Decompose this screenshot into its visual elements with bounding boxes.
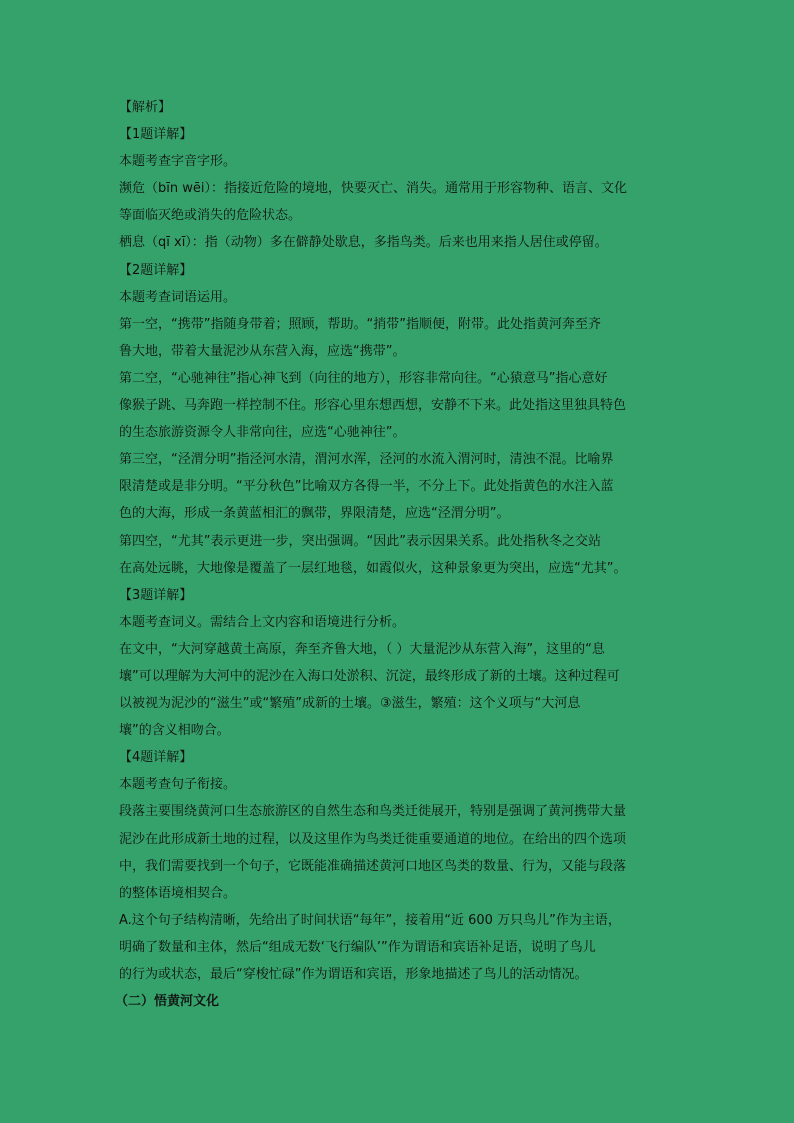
q4-line: 泥沙在此形成新土地的过程，以及这里作为鸟类迁徙重要通道的地位。在给出的四个选项: [119, 831, 627, 847]
q4-line: A.这个句子结构清晰，先给出了时间状语“每年”，接着用“近 600 万只鸟儿”作为主语，: [119, 912, 621, 928]
q2-line: 在高处远眺，大地像是覆盖了一层红地毯，如霞似火，这种景象更为突出，应选“尤其”。: [119, 560, 627, 576]
section-heading: （二）悟黄河文化: [115, 994, 220, 1010]
q2-line: 的生态旅游资源令人非常向往，应选“心驰神往”。: [119, 425, 406, 441]
document-page: [115, 94, 675, 1015]
q2-line: 第一空，“携带”指随身带着；照顾，帮助。“捎带”指顺便，附带。此处指黄河奔至齐: [119, 316, 601, 332]
q1-line: 栖息（qī xī）：指（动物）多在僻静处歇息，多指鸟类。后来也用来指人居住或停留。: [119, 235, 608, 251]
q2-intro: 本题考查词语运用。: [119, 289, 237, 305]
q3-line: 在文中，“大河穿越黄土高原，奔至齐鲁大地，（ ）大量泥沙从东营入海”，这里的“息: [119, 641, 605, 657]
q2-title: 【2题详解】: [119, 262, 193, 278]
q2-line: 鲁大地，带着大量泥沙从东营入海，应选“携带”。: [119, 343, 406, 359]
q4-line: 段落主要围绕黄河口生态旅游区的自然生态和鸟类迁徙展开，特别是强调了黄河携带大量: [119, 804, 627, 820]
q2-line: 色的大海，形成一条黄蓝相汇的飘带，界限清楚，应选“泾渭分明”。: [119, 506, 510, 522]
q4-line: 的整体语境相契合。: [119, 885, 237, 901]
q3-line: 以被视为泥沙的“滋生”或“繁殖”成新的土壤。③滋生，繁殖：这个义项与“大河息: [119, 696, 581, 712]
q4-intro: 本题考查句子衔接。: [119, 777, 237, 793]
analysis-heading: 【解析】: [119, 100, 172, 115]
q3-line: 壤”可以理解为大河中的泥沙在入海口处淤积、沉淀，最终形成了新的土壤。这种过程可: [119, 668, 620, 684]
q3-title: 【3题详解】: [119, 587, 193, 603]
q1-line: 濒危（bīn wēi）：指接近危险的境地，快要灭亡、消失。通常用于形容物种、语言、文化: [119, 181, 627, 197]
q4-line: 中，我们需要找到一个句子，它既能准确描述黄河口地区鸟类的数量、行为，又能与段落: [119, 858, 627, 874]
q2-line: 限清楚或是非分明。“平分秋色”比喻双方各得一半，不分上下。此处指黄色的水注入蓝: [119, 479, 614, 495]
q2-line: 第三空，“泾渭分明”指泾河水清，渭河水浑，泾河的水流入渭河时，清浊不混。比喻界: [119, 452, 614, 468]
q2-line: 像猴子跳、马奔跑一样控制不住。形容心里东想西想，安静不下来。此处指这里独具特色: [119, 398, 627, 414]
q2-line: 第四空，“尤其”表示更进一步，突出强调。“因此”表示因果关系。此处指秋冬之交站: [119, 533, 601, 549]
q1-title: 【1题详解】: [119, 127, 193, 143]
q1-line: 等面临灭绝或消失的危险状态。: [119, 208, 302, 224]
q2-line: 第二空，“心驰神往”指心神飞到（向往的地方），形容非常向往。“心猿意马”指心意好: [119, 370, 608, 386]
q4-title: 【4题详解】: [119, 750, 193, 766]
q4-line: 明确了数量和主体，然后“组成无数‘飞行编队’”作为谓语和宾语补足语，说明了鸟儿: [119, 939, 596, 955]
q1-intro: 本题考查字音字形。: [119, 154, 237, 170]
q4-line: 的行为或状态，最后“穿梭忙碌”作为谓语和宾语，形象地描述了鸟儿的活动情况。: [119, 967, 588, 982]
q3-intro: 本题考查词义。需结合上文内容和语境进行分析。: [119, 614, 406, 630]
q3-line: 壤”的含义相吻合。: [119, 723, 230, 739]
